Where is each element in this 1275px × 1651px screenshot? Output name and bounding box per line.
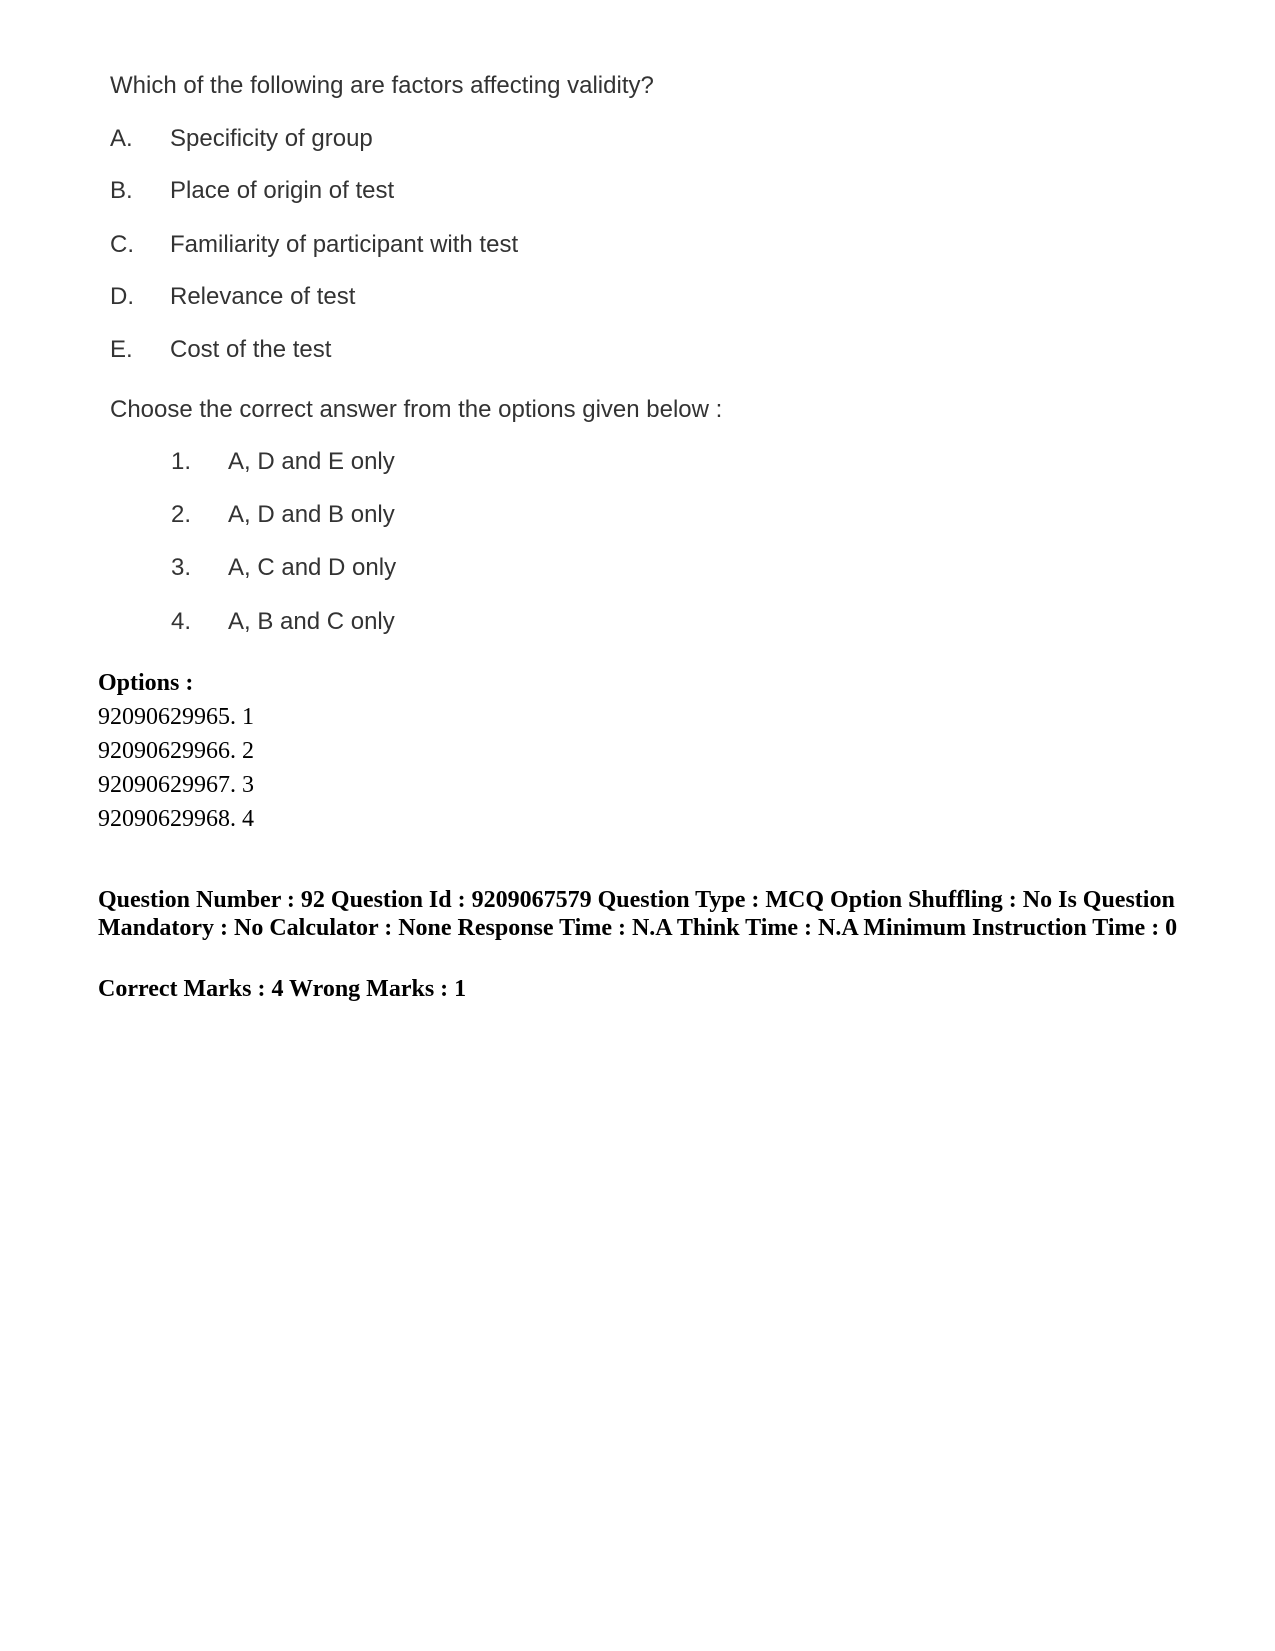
statement-c <box>110 231 518 259</box>
statement-letter: C. <box>110 231 134 258</box>
answer-number: 3. <box>171 554 192 581</box>
answer-number: 1. <box>171 448 192 475</box>
statement-text: Specificity of group <box>170 125 373 152</box>
statement-text: Place of origin of test <box>170 177 395 204</box>
options-heading: Options : <box>98 670 194 696</box>
statement-text: Relevance of test <box>170 283 356 310</box>
answer-text: A, C and D only <box>228 554 397 581</box>
question-metadata: Question Number : 92 Question Id : 9209067579 Question Type : MCQ Option Shuffling : No Is Question Mandatory : No Calculator : None Response Time : N.A Think Time : N.A Minimum Instruction Time : 0 <box>98 887 1178 941</box>
statement-a <box>110 125 373 153</box>
statement-text: Familiarity of participant with test <box>170 231 519 258</box>
answer-choice-3 <box>171 554 396 582</box>
marks-info: Correct Marks : 4 Wrong Marks : 1 <box>98 976 467 1002</box>
option-id-line: 92090629968. 4 <box>98 806 254 832</box>
statement-d <box>110 283 355 311</box>
answer-text: A, B and C only <box>228 608 395 635</box>
answer-text: A, D and B only <box>228 501 395 528</box>
answer-choice-1 <box>171 448 395 476</box>
statement-text: Cost of the test <box>170 336 332 363</box>
statement-e <box>110 336 331 364</box>
answer-choice-2 <box>171 501 395 529</box>
answer-number: 2. <box>171 501 192 528</box>
statement-letter: E. <box>110 336 133 363</box>
statement-letter: D. <box>110 283 134 310</box>
choose-prompt: Choose the correct answer from the options given below : <box>110 396 723 423</box>
answer-text: A, D and E only <box>228 448 395 475</box>
option-id-line: 92090629965. 1 <box>98 704 254 730</box>
statement-letter: B. <box>110 177 133 204</box>
question-text: Which of the following are factors affecting validity? <box>110 72 654 99</box>
option-id-line: 92090629967. 3 <box>98 772 254 798</box>
option-id-line: 92090629966. 2 <box>98 738 254 764</box>
answer-choice-4 <box>171 608 395 636</box>
statement-letter: A. <box>110 125 133 152</box>
answer-number: 4. <box>171 608 192 635</box>
statement-b <box>110 177 394 205</box>
